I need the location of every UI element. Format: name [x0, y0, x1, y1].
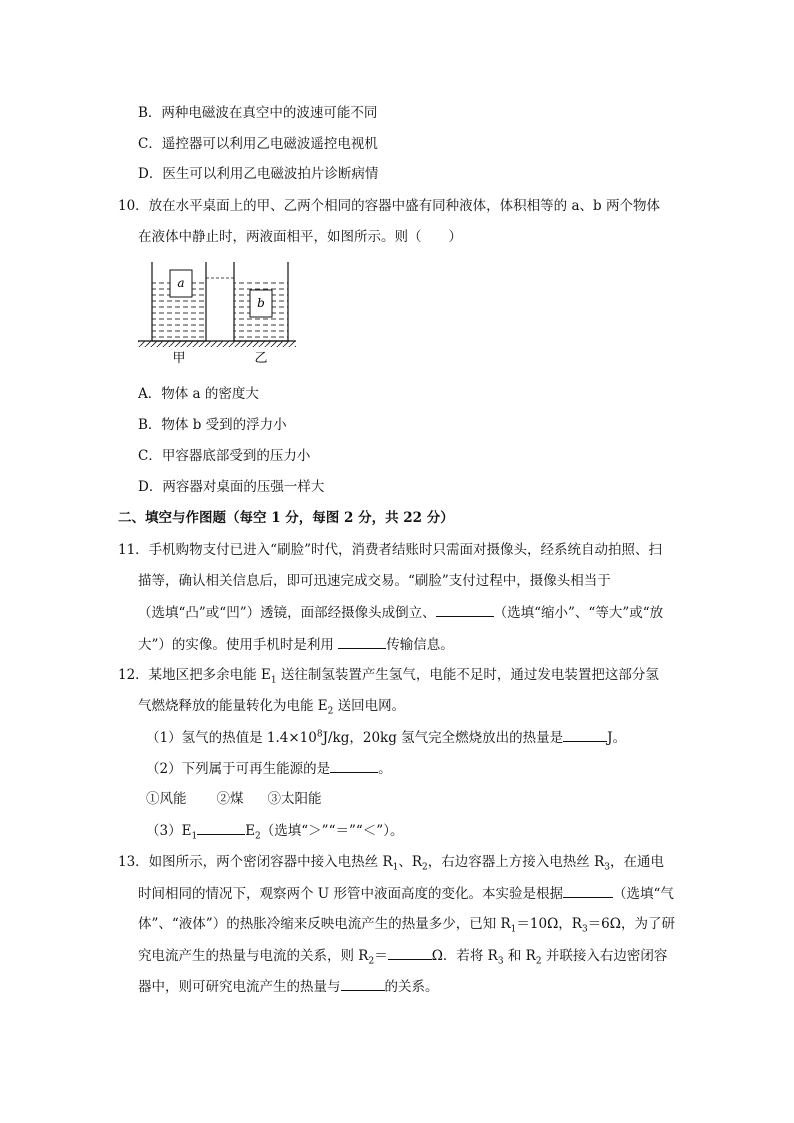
q12-line1: 12．某地区把多余电能 $E_1$ 送往制氢装置产生氢气，电能不足时，通过发电装置把这部分氢	[118, 667, 659, 686]
q11-line1: 11．手机购物支付已进入“刷脸”时代，消费者结账时只需面对摄像头，经系统自动拍照、扫	[118, 542, 662, 558]
left-container-label: 甲	[172, 351, 186, 366]
q12-blank-3[interactable]	[197, 820, 245, 835]
q12-option-3: ③太阳能	[267, 791, 322, 807]
q10-figure-containers	[134, 256, 304, 368]
q9-option-c: C．遥控器可以利用乙电磁波遥控电视机	[138, 136, 378, 152]
q13-line2: 时间相同的情况下，观察两个 U 形管中液面高度的变化。本实验是根据 （选填“气	[138, 883, 674, 904]
q10-stem-line1: 10．放在水平桌面上的甲、乙两个相同的容器中盛有同种液体，体积相等的 a、b 两个物体	[118, 198, 660, 214]
q12-blank-1[interactable]	[563, 727, 607, 742]
q13-line4: 究电流产生的热量与电流的关系，则 $R_2= \Omega$．若将 $R_3$ 和 $R_2$ 并联接入右边密闭容	[138, 945, 667, 966]
q11-line4: 大”）的实像。使用手机时是利用 传输信息。	[138, 634, 454, 655]
section-2-heading: 二、填空与作图题（每空 1 分，每图 2 分，共 22 分）	[118, 510, 454, 526]
table-hatching	[138, 341, 296, 347]
q13-blank-2[interactable]	[388, 945, 432, 960]
q11-blank-2[interactable]	[436, 602, 494, 617]
q12-part1: （1）氢气的热值是 $1.4\times 10^8J/kg$，20kg 氢气完全燃烧放出的热量是 J。	[146, 727, 626, 748]
q11-line3: （选填“凸”或“凹”）透镜，面部经摄像头成倒立、 （选填“缩小”、“等大”或“放	[138, 602, 663, 623]
q13-blank-3[interactable]	[341, 976, 385, 991]
q11-line2: 描等，确认相关信息后，即可迅速完成交易。“刷脸”支付过程中，摄像头相当于	[138, 573, 611, 589]
q12-part2-options	[146, 789, 322, 809]
q12-blank-2[interactable]	[330, 758, 378, 773]
q10-option-c: C．甲容器底部受到的压力小	[138, 448, 311, 464]
q12-option-2: ②煤	[216, 791, 244, 807]
q10-option-a: A．物体 a 的密度大	[138, 386, 259, 402]
q11-blank-3[interactable]	[338, 634, 386, 649]
q10-option-d: D．两容器对桌面的压强一样大	[138, 479, 325, 495]
right-container-label: 乙	[254, 351, 268, 366]
q12-part2: （2）下列属于可再生能源的是 。	[146, 758, 392, 779]
q9-option-b: B．两种电磁波在真空中的波速可能不同	[138, 105, 378, 121]
q13-line3: 体”、“液体”）的热胀冷缩来反映电流产生的热量多少，已知 $R_1=10\Omega$，$R_3=6\Omega$，为了研	[138, 916, 675, 935]
q12-line2: 气燃烧释放的能量转化为电能 $E_2$ 送回电网。	[138, 698, 406, 717]
q13-line5: 器中，则可研究电流产生的热量与 的关系。	[138, 976, 439, 997]
q13-blank-1[interactable]	[563, 883, 613, 898]
q10-stem-line2: 在液体中静止时，两液面相平，如图所示。则（ ）	[138, 229, 462, 245]
q9-option-d: D．医生可以利用乙电磁波拍片诊断病情	[138, 166, 379, 182]
q13-line1: 13．如图所示，两个密闭容器中接入电热丝 $R_1$、$R_2$，右边容器上方接入电热丝 $R_3$，在通电	[118, 854, 664, 873]
object-a-label: a	[177, 276, 185, 290]
object-b-label: b	[257, 296, 265, 310]
q12-option-1: ①风能	[146, 791, 187, 807]
q12-part3: $(3)E_1$ $E_2$（选填“＞”“＝”“＜”）。	[146, 820, 403, 841]
q10-option-b: B．物体 b 受到的浮力小	[138, 417, 287, 433]
